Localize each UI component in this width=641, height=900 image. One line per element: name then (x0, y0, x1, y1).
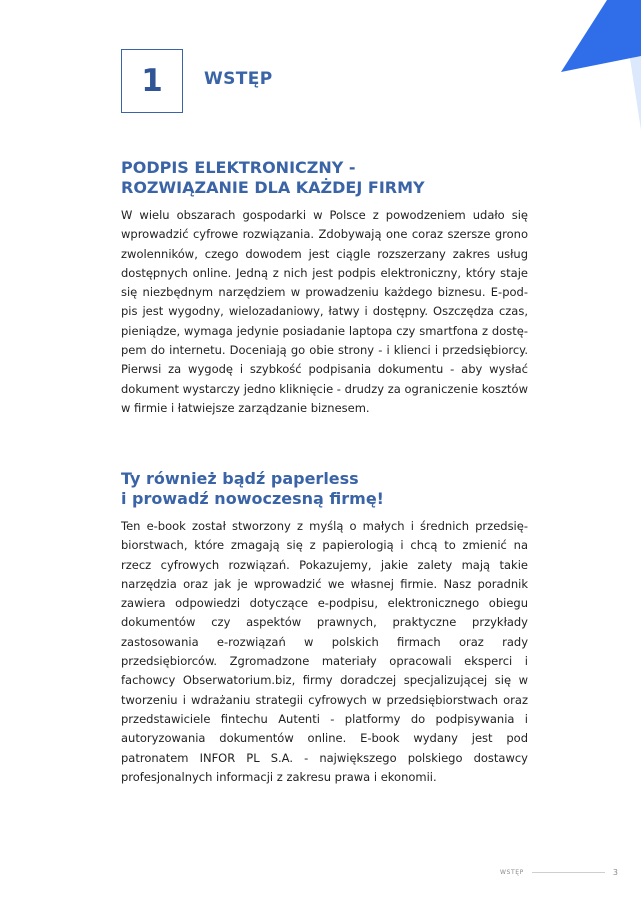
page-footer (500, 866, 618, 878)
section-paperless (121, 469, 528, 787)
chapter-number: 1 (141, 63, 163, 99)
section1-paragraph: W wielu obszarach gospodarki w Polsce z powodzeniem udało się wprowadzić cyfrowe rozwiązania. Zdobywają one coraz szersze grono zwolenników, czego dowodem jest ciągle rozszerzany zakres usług dostępnych online. Jedną z nich jest podpis elektroniczny, który staje się niezbędnym narzędziem w prowadzeniu każdego biznesu. E-podpis jest wygodny, wielozadaniowy, łatwy i dostępny. Oszczędza czas, pieniądze, wymaga jedynie posiadanie laptopa czy smartfona z dostępem do internetu. Doceniają go obie strony - i klienci i przedsiębiorcy. Pierwsi za wygodę i szybkość podpisania dokumentu - aby wysłać dokument wystarczy jedno kliknięcie - drudzy za ograniczenie kosztów w firmie i łatwiejsze zarządzanie biznesem. (121, 208, 528, 415)
page-number: 3 (612, 867, 618, 877)
section2-heading (121, 469, 528, 509)
chapter-number-box (121, 49, 183, 113)
section1-heading-line2: ROZWIĄZANIE DLA KAŻDEJ FIRMY (121, 178, 425, 197)
corner-decoration (561, 0, 641, 130)
section1-heading-line1: PODPIS ELEKTRONICZNY - (121, 158, 356, 177)
section2-heading-line2: i prowadź nowoczesną firmę! (121, 489, 384, 508)
section2-paragraph: Ten e-book został stworzony z myślą o małych i średnich przedsiębiorstwach, które zmagają się z papierologią i chcą to zmienić na rzecz cyfrowych rozwiązań. Pokazujemy, jakie zalety mają takie narzędzia oraz jak je wprowadzić we własnej firmie. Nasz poradnik zawiera odpowiedzi dotyczące e-podpisu, elektronicznego obiegu dokumentów czy aspektów prawnych, praktyczne przykłady zastosowania e-rozwiązań w polskich firmach oraz rady przedsiębiorców. Zgromadzone materiały opracowali eksperci i fachowcy Obserwatorium.biz, firmy doradczej specjalizującej się w tworzeniu i wdrażaniu strategii cyfrowych w przedsiębiorstwach oraz przedstawiciele fintechu Autenti - platformy do podpisywania i autoryzowania dokumentów online. E-book wydany jest pod patronatem INFOR PL S.A. - największego polskiego dostawcy profesjonalnych informacji z zakresu prawa i ekonomii. (121, 519, 528, 784)
footer-section-label: WSTĘP (500, 868, 524, 876)
section-electronic-signature (121, 158, 528, 418)
section2-heading-line1: Ty również bądź paperless (121, 469, 359, 488)
chapter-title: WSTĘP (204, 69, 273, 89)
section1-heading (121, 158, 528, 198)
footer-divider (532, 872, 605, 873)
